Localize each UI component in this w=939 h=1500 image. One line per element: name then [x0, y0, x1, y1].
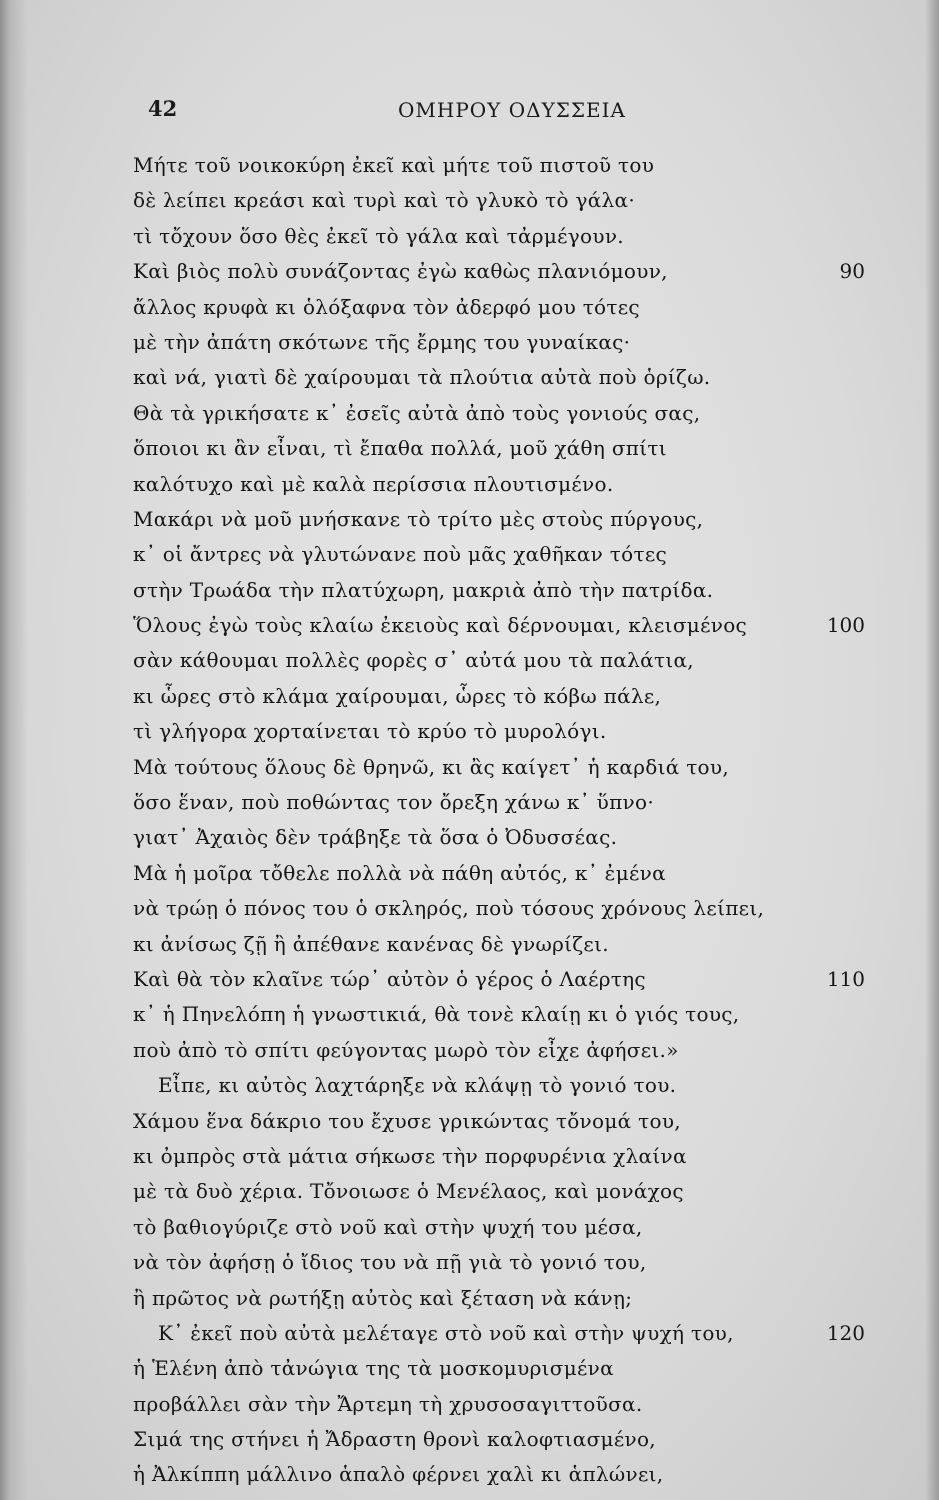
verse-line: [0, 360, 939, 395]
verse-line: [0, 608, 939, 643]
verse-text: ἡ Ἑλένη ἀπὸ τἀνώγια της τὰ μοσκομυρισμένα: [133, 1356, 614, 1381]
verse-text: κ᾿ ἡ Πηνελόπη ἡ γνωστικιά, θὰ τονὲ κλαίῃ κι ὁ γιός τους,: [133, 1002, 740, 1027]
verse-line: [0, 290, 939, 325]
verse-line: [0, 785, 939, 820]
verse-text: στὴν Τρωάδα τὴν πλατύχωρη, μακριὰ ἀπὸ τὴν πατρίδα.: [133, 577, 714, 602]
verse-line: [0, 714, 939, 749]
verse-text: τὸ βαθιογύριζε στὸ νοῦ καὶ στὴν ψυχή του μέσα,: [133, 1214, 643, 1239]
verse-line: [0, 820, 939, 855]
verse-line: [0, 148, 939, 183]
verse-line: [0, 183, 939, 218]
verse-text: μὲ τὰ δυὸ χέρια. Τὄνοιωσε ὁ Μενέλαος, καὶ μονάχος: [133, 1179, 684, 1204]
verse-line: [0, 219, 939, 254]
verse-line: [0, 1139, 939, 1174]
verse-line: [0, 1068, 939, 1103]
verse-line: [0, 1281, 939, 1316]
verse-text: καλότυχο καὶ μὲ καλὰ περίσσια πλουτισμένο.: [133, 471, 614, 496]
verse-text: νὰ τρώῃ ὁ πόνος του ὁ σκληρός, ποὺ τόσους χρόνους λείπει,: [133, 896, 765, 921]
verse-text: προβάλλει σὰν τὴν Ἄρτεμη τὴ χρυσοσαγιττοῦσα.: [133, 1391, 643, 1416]
verse-text: νὰ τὸν ἀφήσῃ ὁ ἴδιος του νὰ πῇ γιὰ τὸ γονιό του,: [133, 1250, 647, 1275]
verse-line: [0, 1210, 939, 1245]
verse-text: Μήτε τοῦ νοικοκύρη ἐκεῖ καὶ μήτε τοῦ πιστοῦ του: [133, 153, 655, 177]
verse-line: [0, 679, 939, 714]
verse-line: [0, 1387, 939, 1422]
verse-line: [0, 1351, 939, 1386]
verse-text: ὅσο ἕναν, ποὺ ποθώντας τον ὄρεξη χάνω κ᾿ ὕπνο·: [133, 790, 654, 815]
verse-line: [0, 502, 939, 537]
line-number: 120: [826, 1320, 865, 1345]
verse-text: καὶ νά, γιατὶ δὲ χαίρουμαι τὰ πλούτια αὐτὰ ποὺ ὁρίζω.: [133, 365, 711, 390]
verse-text: Μακάρι νὰ μοῦ μνήσκανε τὸ τρίτο μὲς στοὺς πύργους,: [133, 506, 704, 531]
verse-text: μὲ τὴν ἀπάτη σκότωνε τῆς ἔρμης του γυναίκας·: [133, 329, 631, 354]
verse-text: κι ὀμπρὸς στὰ μάτια σήκωσε τὴν πορφυρένια χλαίνα: [133, 1143, 687, 1168]
verse-line: [0, 997, 939, 1032]
line-number: 100: [826, 613, 865, 638]
verse-text: κι ὧρες στὸ κλάμα χαίρουμαι, ὧρες τὸ κόβω πάλε,: [133, 683, 662, 708]
verse-text: ἄλλος κρυφὰ κι ὁλόξαφνα τὸν ἀδερφό μου τότες: [133, 294, 640, 319]
verse-line: [0, 431, 939, 466]
verse-text: τὶ τὄχουν ὅσο θὲς ἐκεῖ τὸ γάλα καὶ τἀρμέγουν.: [133, 223, 624, 248]
verse-text: Ὅλους ἐγὼ τοὺς κλαίω ἐκειοὺς καὶ δέρνουμαι, κλεισμένος: [133, 613, 748, 638]
verse-line: [0, 254, 939, 289]
verse-line: [0, 962, 939, 997]
verse-block: [0, 148, 939, 1493]
verse-text: Κ᾿ ἐκεῖ ποὺ αὐτὰ μελέταγε στὸ νοῦ καὶ στὴν ψυχή του,: [158, 1320, 734, 1345]
verse-line: [0, 1033, 939, 1068]
verse-text: ἡ Ἀλκίππη μάλλινο ἁπαλὸ φέρνει χαλὶ κι ἁπλώνει,: [133, 1462, 664, 1487]
verse-line: [0, 573, 939, 608]
verse-line: [0, 325, 939, 360]
verse-line: [0, 396, 939, 431]
verse-line: [0, 927, 939, 962]
verse-text: κ᾿ οἱ ἄντρες νὰ γλυτώνανε ποὺ μᾶς χαθῆκαν τότες: [133, 542, 667, 567]
verse-line: [0, 856, 939, 891]
verse-text: ὅποιοι κι ἂν εἶναι, τὶ ἔπαθα πολλά, μοῦ χάθη σπίτι: [133, 436, 667, 461]
verse-line: [0, 1316, 939, 1351]
verse-text: Εἶπε, κι αὐτὸς λαχτάρηξε νὰ κλάψῃ τὸ γονιό του.: [158, 1073, 677, 1098]
page-header: [148, 92, 768, 126]
verse-text: δὲ λείπει κρεάσι καὶ τυρὶ καὶ τὸ γλυκὸ τὸ γάλα·: [133, 188, 635, 213]
running-title: ΟΜΗΡΟΥ ΟΔΥΣΣΕΙΑ: [398, 98, 626, 122]
verse-text: κι ἀνίσως ζῇ ἢ ἀπέθανε κανένας δὲ γνωρίζει.: [133, 931, 609, 956]
verse-text: Μὰ τούτους ὅλους δὲ θρηνῶ, κι ἂς καίγετ᾿ ἡ καρδιά του,: [133, 754, 730, 779]
verse-text: Θὰ τὰ γρικήσατε κ᾿ ἐσεῖς αὐτὰ ἀπὸ τοὺς γονιούς σας,: [133, 400, 701, 425]
verse-text: Μὰ ἡ μοῖρα τὄθελε πολλὰ νὰ πάθη αὐτός, κ᾿ ἐμένα: [133, 860, 666, 885]
verse-line: [0, 750, 939, 785]
verse-line: [0, 1457, 939, 1492]
verse-line: [0, 643, 939, 678]
verse-line: [0, 1104, 939, 1139]
verse-line: [0, 537, 939, 572]
verse-line: [0, 467, 939, 502]
verse-text: ποὺ ἀπὸ τὸ σπίτι φεύγοντας μωρὸ τὸν εἶχε ἀφήσει.»: [133, 1037, 679, 1062]
verse-text: τὶ γλήγορα χορταίνεται τὸ κρύο τὸ μυρολόγι.: [133, 719, 607, 744]
verse-line: [0, 1422, 939, 1457]
verse-text: σὰν κάθουμαι πολλὲς φορὲς σ᾿ αὐτά μου τὰ παλάτια,: [133, 648, 694, 673]
verse-line: [0, 891, 939, 926]
line-number: 90: [839, 259, 865, 284]
line-number: 110: [826, 966, 865, 991]
page-number: 42: [148, 96, 178, 121]
verse-line: [0, 1245, 939, 1280]
verse-text: Χάμου ἕνα δάκριο του ἔχυσε γρικώντας τὄνομά του,: [133, 1108, 681, 1133]
verse-text: Καὶ βιὸς πολὺ συνάζοντας ἐγὼ καθὼς πλανιόμουν,: [133, 259, 668, 284]
verse-text: Σιμά της στήνει ἡ Ἄδραστη θρονὶ καλοφτιασμένο,: [133, 1427, 656, 1452]
verse-text: ἢ πρῶτος νὰ ρωτήξῃ αὐτὸς καὶ ξέταση νὰ κάνῃ;: [133, 1285, 633, 1310]
verse-text: γιατ᾿ Ἀχαιὸς δὲν τράβηξε τὰ ὅσα ὁ Ὀδυσσέας.: [133, 825, 618, 850]
verse-line: [0, 1174, 939, 1209]
verse-text: Καὶ θὰ τὸν κλαῖνε τώρ᾿ αὐτὸν ὁ γέρος ὁ Λαέρτης: [133, 966, 646, 991]
